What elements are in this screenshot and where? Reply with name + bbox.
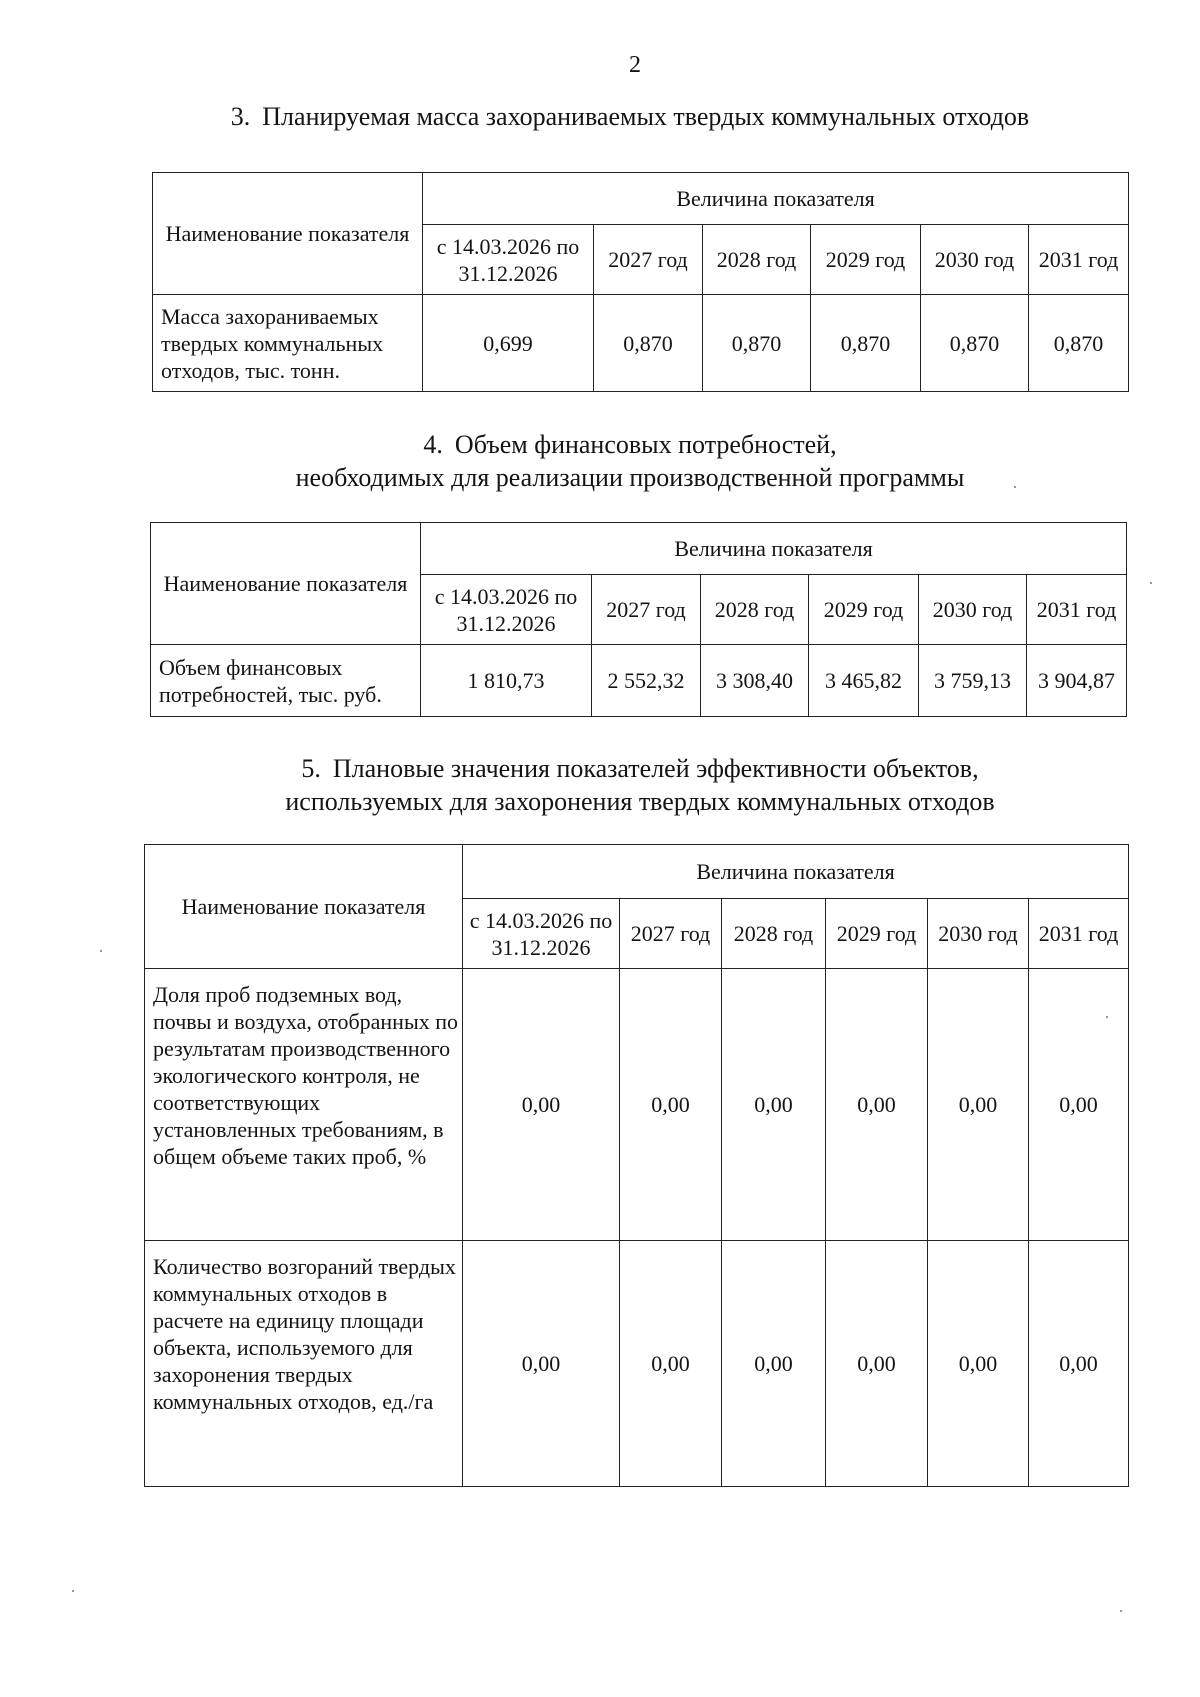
value-cell: 0,00 — [722, 1241, 826, 1487]
indicator-name-header: Наименование показателя — [153, 173, 423, 295]
section-4-heading — [190, 428, 1070, 494]
table-row — [151, 645, 1127, 717]
table-row — [145, 969, 1129, 1241]
scan-speck — [100, 950, 102, 952]
table-row — [153, 295, 1129, 392]
value-cell: 0,00 — [928, 1241, 1029, 1487]
value-cell: 0,870 — [703, 295, 811, 392]
period-header: 2027 год — [620, 899, 722, 969]
value-cell: 0,00 — [928, 969, 1029, 1241]
table-row — [145, 1241, 1129, 1487]
indicator-value-header: Величина показателя — [421, 523, 1127, 575]
period-header: с 14.03.2026 по 31.12.2026 — [421, 575, 592, 645]
value-cell: 3 759,13 — [919, 645, 1027, 717]
value-cell: 0,00 — [620, 1241, 722, 1487]
period-header: 2031 год — [1029, 225, 1129, 295]
indicator-name-header: Наименование показателя — [145, 845, 463, 969]
value-cell: 0,00 — [826, 969, 928, 1241]
period-header: 2031 год — [1027, 575, 1127, 645]
section-title-line: необходимых для реализации производственной программы — [295, 463, 965, 492]
period-header: 2027 год — [592, 575, 701, 645]
section-number: 3. — [230, 102, 251, 131]
period-header: 2028 год — [701, 575, 809, 645]
value-cell: 2 552,32 — [592, 645, 701, 717]
section-number: 5. — [301, 754, 321, 783]
value-cell: 0,00 — [463, 969, 620, 1241]
indicator-label: Доля проб подземных вод, почвы и воздуха, отобранных по результатам производственного экологического контроля, не соответствующих установленных требованиям, в общем объеме таких проб, % — [145, 969, 463, 1241]
section-5-heading — [180, 752, 1100, 818]
value-cell: 0,00 — [1029, 1241, 1129, 1487]
efficiency-indicators-table — [144, 844, 1129, 1487]
section-title-line: Планируемая масса захораниваемых твердых коммунальных отходов — [262, 102, 1030, 131]
period-header: 2028 год — [722, 899, 826, 969]
value-cell: 0,00 — [463, 1241, 620, 1487]
value-cell: 0,00 — [1029, 969, 1129, 1241]
section-title-line: используемых для захоронения твердых коммунальных отходов — [285, 787, 995, 816]
value-cell: 3 904,87 — [1027, 645, 1127, 717]
value-cell: 0,00 — [722, 969, 826, 1241]
period-header: 2029 год — [826, 899, 928, 969]
page-number: 2 — [629, 52, 641, 78]
section-title-line: Плановые значения показателей эффективности объектов, — [332, 754, 979, 783]
value-cell: 1 810,73 — [421, 645, 592, 717]
value-cell: 0,00 — [826, 1241, 928, 1487]
indicator-name-header: Наименование показателя — [151, 523, 421, 645]
period-header: 2030 год — [928, 899, 1029, 969]
period-header: с 14.03.2026 по 31.12.2026 — [423, 225, 594, 295]
value-cell: 0,699 — [423, 295, 594, 392]
section-3-heading — [150, 100, 1110, 133]
scan-speck — [1120, 1610, 1122, 1612]
period-header: с 14.03.2026 по 31.12.2026 — [463, 899, 620, 969]
period-header: 2027 год — [594, 225, 703, 295]
indicator-label: Количество возгораний твердых коммунальных отходов в расчете на единицу площади объекта, используемого для захоронения твердых коммунальных отходов, ед./га — [145, 1241, 463, 1487]
period-header: 2028 год — [703, 225, 811, 295]
period-header: 2029 год — [811, 225, 921, 295]
value-cell: 3 308,40 — [701, 645, 809, 717]
indicator-value-header: Величина показателя — [423, 173, 1129, 225]
indicator-label: Объем финансовых потребностей, тыс. руб. — [151, 645, 421, 717]
scan-speck — [1014, 486, 1016, 488]
section-title-line: Объем финансовых потребностей, — [454, 430, 837, 459]
value-cell: 0,870 — [1029, 295, 1129, 392]
indicator-label: Масса захораниваемых твердых коммунальных отходов, тыс. тонн. — [153, 295, 423, 392]
landfill-mass-table — [152, 172, 1129, 392]
indicator-value-header: Величина показателя — [463, 845, 1129, 899]
period-header: 2030 год — [919, 575, 1027, 645]
scan-speck — [1150, 582, 1152, 584]
financial-needs-table — [150, 522, 1127, 717]
scan-speck — [1106, 1016, 1108, 1018]
scan-speck — [72, 1590, 74, 1592]
value-cell: 0,870 — [921, 295, 1029, 392]
period-header: 2031 год — [1029, 899, 1129, 969]
section-number: 4. — [423, 430, 443, 459]
value-cell: 0,00 — [620, 969, 722, 1241]
value-cell: 0,870 — [594, 295, 703, 392]
value-cell: 0,870 — [811, 295, 921, 392]
period-header: 2030 год — [921, 225, 1029, 295]
period-header: 2029 год — [809, 575, 919, 645]
value-cell: 3 465,82 — [809, 645, 919, 717]
